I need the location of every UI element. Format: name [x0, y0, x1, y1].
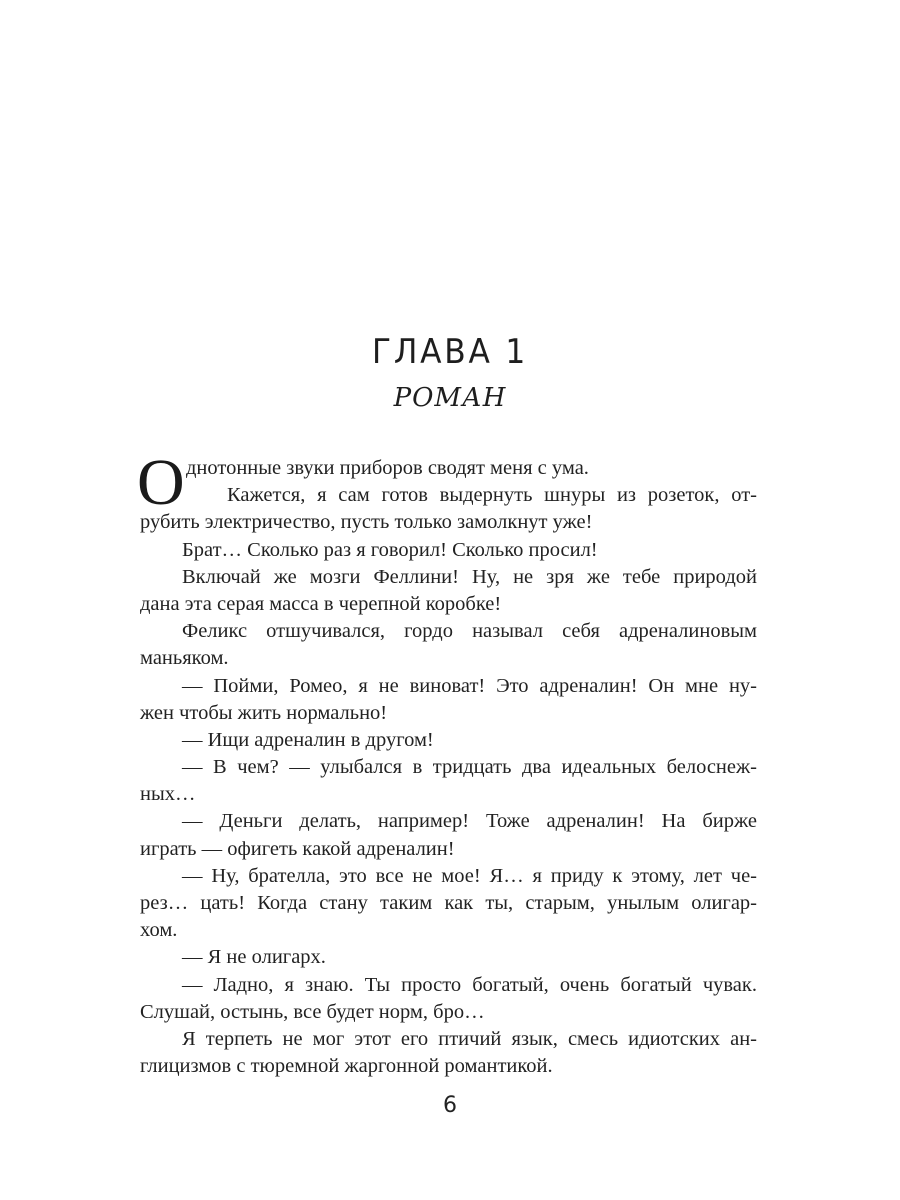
- drop-cap: О: [137, 446, 185, 519]
- text-line: хом.: [140, 919, 178, 942]
- text-line: Слушай, остынь, все будет норм, бро…: [140, 1000, 485, 1023]
- chapter-title: ГЛАВА 1: [371, 332, 529, 372]
- text-line: — Ладно, я знаю. Ты просто богатый, очень богатый чувак.: [182, 973, 757, 996]
- text-line: — Ищи адреналин в другом!: [182, 728, 434, 751]
- text-line: Брат… Сколько раз я говорил! Сколько просил!: [182, 538, 598, 561]
- text-line: — Я не олигарх.: [182, 946, 326, 969]
- text-line: рез… цать! Когда стану таким как ты, старым, унылым олигар-: [140, 892, 757, 914]
- text-line: — Деньги делать, например! Тоже адреналин! На бирже: [182, 810, 757, 833]
- text-line: играть — офигеть какой адреналин!: [140, 837, 455, 860]
- text-line: рубить электричество, пусть только замолкнут уже!: [140, 511, 593, 534]
- body-text: [137, 446, 757, 1080]
- text-line: — В чем? — улыбался в тридцать два идеальных белоснеж-: [182, 756, 757, 779]
- chapter-subtitle: РОМАН: [393, 383, 507, 413]
- text-line: маньяком.: [140, 647, 229, 670]
- text-line: глицизмов с тюремной жаргонной романтикой.: [140, 1055, 553, 1078]
- text-line: Кажется, я сам готов выдернуть шнуры из розеток, от-: [227, 484, 757, 507]
- text-line: Феликс отшучивался, гордо называл себя адреналиновым: [182, 620, 757, 643]
- text-line: — Пойми, Ромео, я не виноват! Это адреналин! Он мне ну-: [182, 674, 757, 697]
- text-line: ных…: [140, 783, 196, 806]
- text-line: дана эта серая масса в черепной коробке!: [140, 592, 502, 615]
- text-line: — Ну, брателла, это все не мое! Я… я приду к этому, лет че-: [182, 864, 757, 887]
- text-line: днотонные звуки приборов сводят меня с ума.: [186, 457, 589, 479]
- page-number: 6: [443, 1093, 457, 1118]
- text-line: жен чтобы жить нормально!: [140, 701, 388, 724]
- text-line: Включай же мозги Феллини! Ну, не зря же тебе природой: [182, 565, 757, 588]
- text-line: Я терпеть не мог этот его птичий язык, смесь идиотских ан-: [182, 1027, 757, 1050]
